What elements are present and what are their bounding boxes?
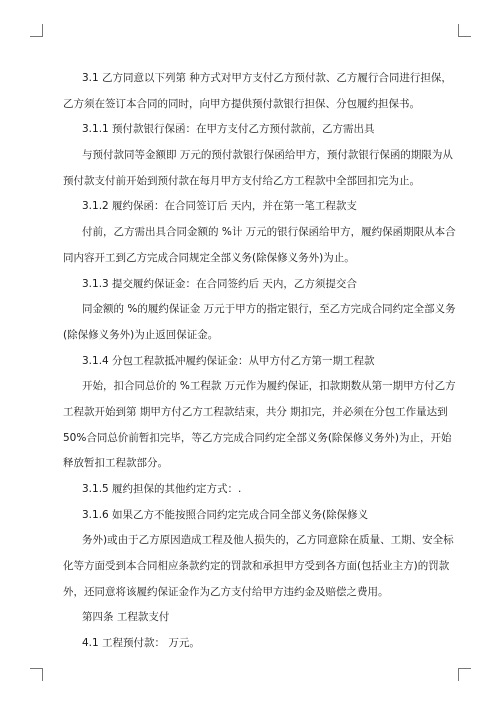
crop-mark-top-left (30, 24, 43, 37)
text-line: 乙方须在签订本合同的同时，向甲方提供预付款银行担保、分包履约担保书。 (63, 97, 420, 110)
crop-mark-top-right (458, 24, 471, 37)
text-line: 开始，扣合同总价的 %工程款 万元作为履约保证，扣款期数从第一期甲方付乙方 (82, 380, 456, 393)
text-line: (除保修义务外)为止返回保证金。 (63, 328, 219, 341)
crop-mark-bottom-right (458, 668, 471, 681)
text-line: 外，还同意将该履约保证金作为乙方支付给甲方违约金及赔偿之费用。 (63, 585, 389, 598)
text-line: 3.1.5 履约担保的其他约定方式：. (82, 483, 242, 495)
text-line: 释放暂扣工程款部分。 (63, 457, 168, 470)
crop-mark-bottom-left (30, 668, 43, 681)
text-line: 50%合同总价前暂扣完毕，等乙方完成合同约定全部义务(除保修义务外)为止，开始 (63, 431, 452, 444)
text-line: 工程款开始到第 期甲方付乙方工程款结束，共分 期扣完，并必须在分包工作量达到 (63, 405, 448, 418)
text-line: 与预付款同等金额即 万元的预付款银行保函给甲方，预付款银行保函的期限为从 (82, 149, 453, 162)
text-line: 3.1 乙方同意以下列第 种方式对甲方支付乙方预付款、乙方履行合同进行担保， (82, 72, 452, 84)
text-line: 预付款支付前开始到预付款在每月甲方支付给乙方工程款中全部回扣完为止。 (63, 174, 420, 187)
text-line: 3.1.4 分包工程款抵冲履约保证金：从甲方付乙方第一期工程款 (82, 354, 375, 367)
section-heading: 第四条 工程款支付 (82, 611, 170, 624)
text-line: 务外)或由于乙方原因造成工程及他人损失的，乙方同意除在质量、工期、安全标 (82, 534, 454, 547)
text-line: 付前，乙方需出具合同金额的 %计 万元的银行保函给甲方，履约保函期限从本合 (82, 226, 456, 239)
text-line: 3.1.1 预付款银行保函：在甲方支付乙方预付款前，乙方需出具 (82, 123, 375, 136)
text-line: 3.1.3 提交履约保证金：在合同签约后 天内，乙方须提交合 (82, 277, 357, 290)
text-line: 3.1.6 如果乙方不能按照合同约定完成合同全部义务(除保修义 (82, 508, 369, 521)
text-line: 化等方面受到本合同相应条款约定的罚款和承担甲方受到各方面(包括业主方)的罚款 (63, 560, 450, 573)
text-line: 同金额的 %的履约保证金 万元于甲方的指定银行，至乙方完成合同约定全部义务 (82, 303, 456, 316)
text-line: 3.1.2 履约保函：在合同签订后 天内，并在第一笔工程款支 (82, 200, 357, 213)
text-line: 同内容开工到乙方完成合同规定全部义务(除保修义务外)为止。 (63, 251, 355, 264)
text-line: 4.1 工程预付款： 万元。 (82, 637, 200, 650)
document-body (63, 66, 456, 657)
